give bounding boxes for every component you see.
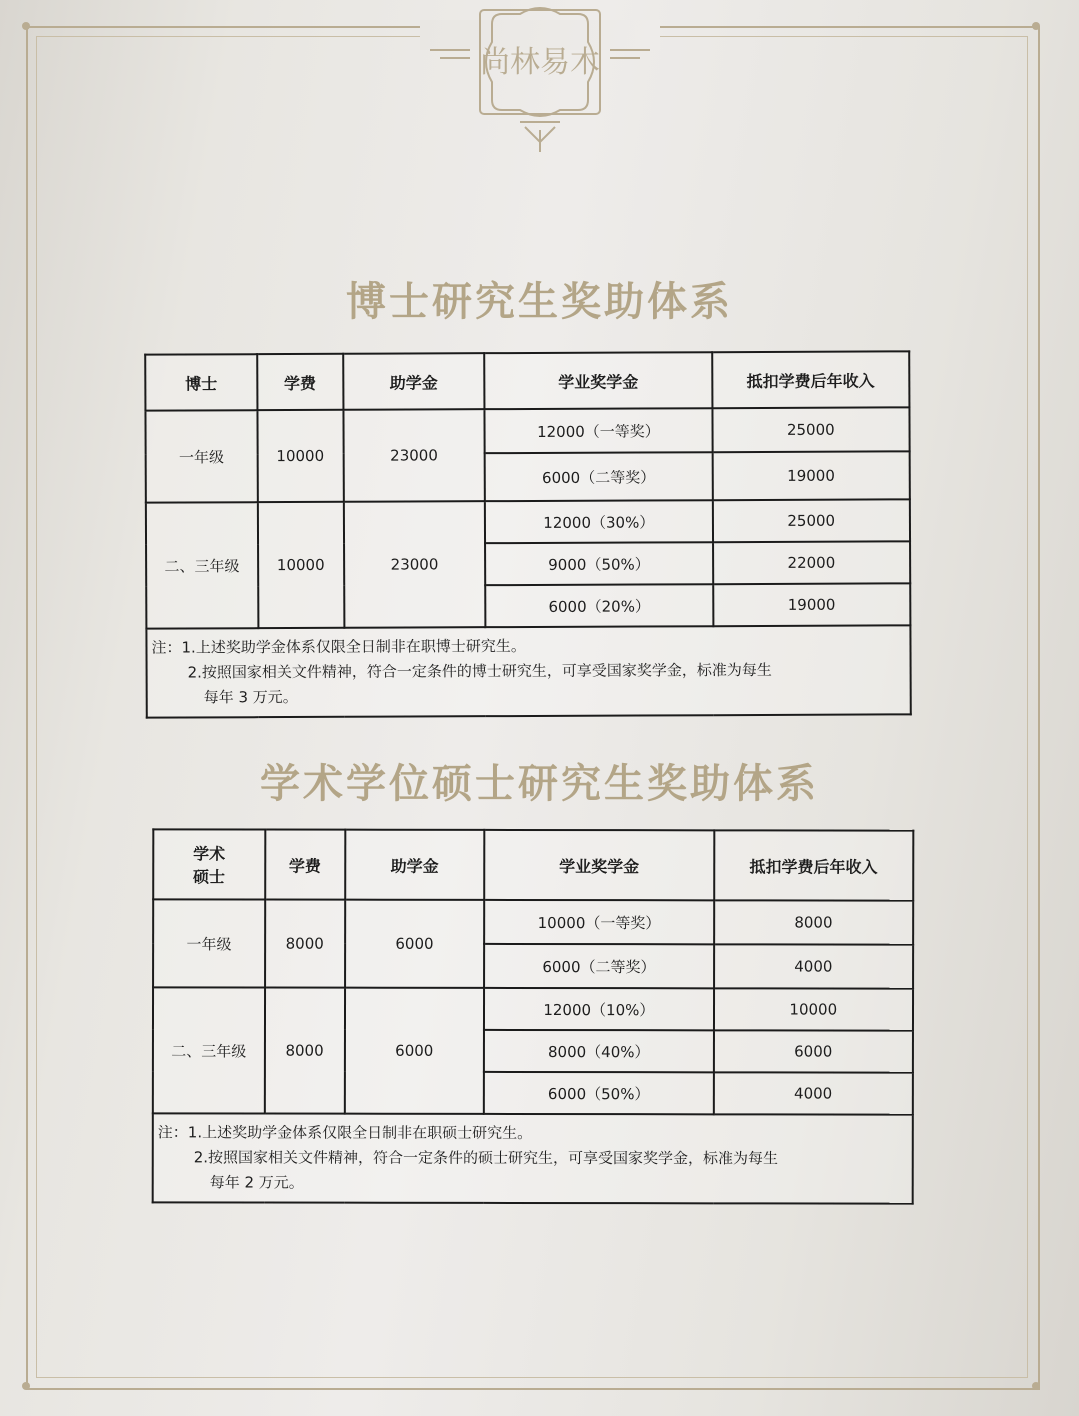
table-row: [146, 499, 910, 544]
grant-cell: 23000: [343, 501, 485, 628]
column-header: 学费: [265, 830, 345, 900]
income-cell: 25000: [712, 407, 910, 452]
income-cell: 10000: [714, 988, 914, 1030]
notes-cell: [146, 625, 910, 717]
grade-cell: 二、三年级: [146, 502, 258, 628]
income-cell: 25000: [712, 499, 910, 542]
phd-scholarship-table: [144, 350, 912, 718]
note-line: 2.按照国家相关文件精神，符合一定条件的博士研究生，可享受国家奖学金，标准为每生: [187, 660, 772, 682]
scholarship-cell: 9000（50%）: [485, 542, 713, 585]
table-header-row: [145, 351, 909, 410]
table-row: [145, 407, 909, 454]
income-cell: 8000: [714, 900, 914, 944]
corner-ornament: [1032, 22, 1040, 30]
notes-row: [146, 625, 910, 717]
column-header: 抵扣学费后年收入: [712, 351, 910, 408]
scholarship-cell: 10000（一等奖）: [484, 900, 713, 944]
column-header: 助学金: [343, 353, 485, 410]
grade-cell: 一年级: [145, 410, 257, 502]
income-cell: 4000: [714, 944, 914, 988]
column-header: 博士: [145, 354, 257, 410]
scholarship-cell: 6000（二等奖）: [485, 452, 713, 501]
income-cell: 19000: [712, 451, 910, 500]
column-header: 学费: [257, 354, 343, 410]
note-line: 2.按照国家相关文件精神，符合一定条件的硕士研究生，可享受国家奖学金，标准为每生: [193, 1148, 779, 1168]
note-line: 每年 2 万元。: [209, 1173, 304, 1192]
master-title: 学术学位硕士研究生奖助体系: [260, 760, 819, 807]
column-header: 学业奖学金: [484, 830, 713, 900]
note-line: 每年 3 万元。: [203, 688, 298, 707]
column-header: 助学金: [345, 830, 485, 900]
scholarship-cell: 12000（10%）: [484, 988, 713, 1030]
table-row: [153, 899, 913, 944]
income-cell: 19000: [713, 583, 911, 626]
column-header: [153, 829, 265, 899]
tuition-cell: 8000: [265, 900, 345, 988]
emblem-text: 尚林易木: [480, 45, 600, 80]
grant-cell: 23000: [343, 409, 485, 502]
note-line: 注：1.上述奖助学金体系仅限全日制非在职硕士研究生。: [157, 1123, 533, 1142]
header-line: 硕士: [193, 867, 226, 887]
notes-row: [153, 1113, 913, 1203]
scholarship-cell: 8000（40%）: [484, 1030, 713, 1072]
note-line: 注：1.上述奖助学金体系仅限全日制非在职博士研究生。: [151, 637, 526, 657]
income-cell: 22000: [713, 541, 911, 584]
grade-cell: 一年级: [153, 899, 265, 987]
tuition-cell: 8000: [265, 988, 345, 1114]
phd-title: 博士研究生奖助体系: [346, 278, 733, 325]
income-cell: 4000: [713, 1072, 913, 1114]
corner-ornament: [22, 22, 30, 30]
scholarship-cell: 12000（30%）: [485, 500, 713, 543]
notes-cell: [153, 1113, 913, 1203]
scholarship-cell: 6000（20%）: [485, 584, 713, 627]
tuition-cell: 10000: [258, 502, 344, 628]
corner-ornament: [22, 1382, 30, 1390]
scholarship-cell: 6000（二等奖）: [484, 944, 713, 988]
scholarship-cell: 6000（50%）: [484, 1072, 713, 1114]
column-header: 学业奖学金: [484, 352, 712, 409]
table-header-row: [153, 829, 913, 900]
table-row: [153, 987, 913, 1030]
column-header: 抵扣学费后年收入: [714, 830, 914, 900]
scholarship-cell: 12000（一等奖）: [485, 408, 713, 453]
master-scholarship-table: [152, 828, 915, 1204]
corner-ornament: [1032, 1382, 1040, 1390]
grant-cell: 6000: [345, 900, 485, 988]
grade-cell: 二、三年级: [153, 987, 265, 1113]
income-cell: 6000: [713, 1030, 913, 1072]
emblem-logo: [430, 2, 650, 157]
tuition-cell: 10000: [257, 410, 343, 502]
grant-cell: 6000: [344, 988, 484, 1114]
header-line: 学术: [193, 844, 226, 864]
